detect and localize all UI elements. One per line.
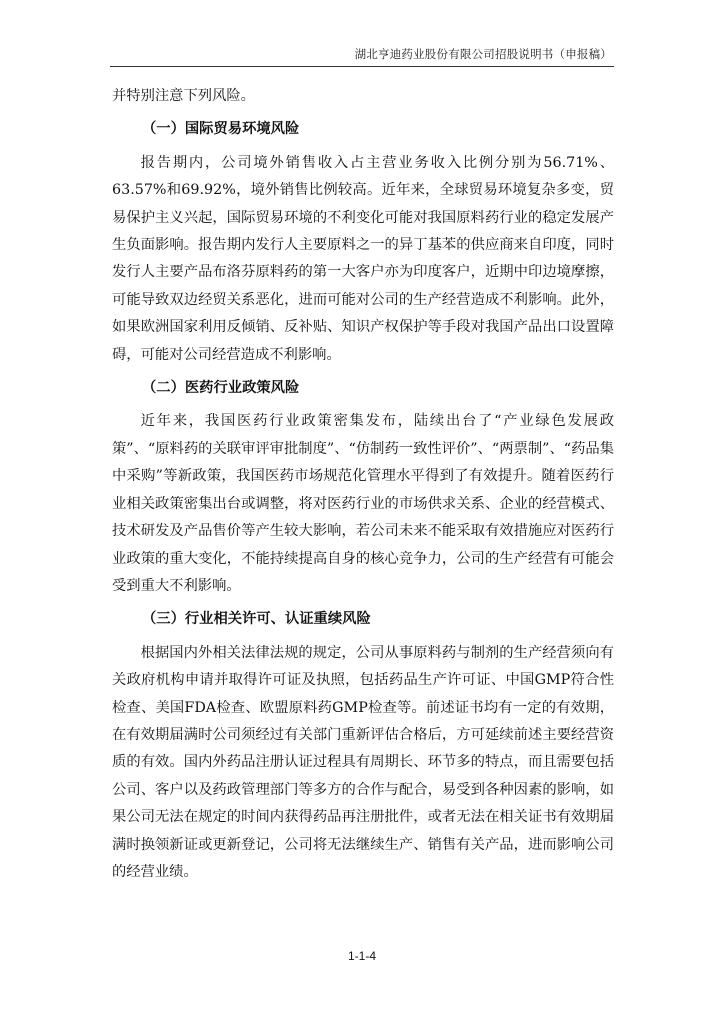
section-paragraph-trade-risk: 报告期内，公司境外销售收入占主营业务收入比例分别为56.71%、63.57%和69.92%，境外销售比例较高。近年来，全球贸易环境复杂多变，贸易保护主义兴起，国际贸易环境的不利变化可能对我国原料药行业的稳定发展产生负面影响。报告期内发行人主要原料之一的异丁基苯的供应商来自印度，同时发行人主要产品布洛芬原料药的第一大客户亦为印度客户，近期中印边境摩擦，可能导致双边经贸关系恶化，进而可能对公司的生产经营造成不利影响。此外，如果欧洲国家利用反倾销、反补贴、知识产权保护等手段对我国产品出口设置障碍，可能对公司经营造成不利影响。 (112, 154, 614, 363)
section-paragraph-policy-risk: 近年来，我国医药行业政策密集发布，陆续出台了“产业绿色发展政策”、“原料药的关联审评审批制度”、“仿制药一致性评价”、“两票制”、“药品集中采购”等新政策，我国医药市场规范化管理水平得到了有效提升。随着医药行业相关政策密集出台或调整，将对医药行业的市场供求关系、企业的经营模式、技术研发及产品售价等产生较大影响，若公司未来不能采取有效措施应对医药行业政策的重大变化，不能持续提高自身的核心竞争力，公司的生产经营有可能会受到重大不利影响。 (112, 413, 614, 594)
section-heading-trade-risk: （一）国际贸易环境风险 (142, 121, 300, 138)
section-heading-policy-risk: （二）医药行业政策风险 (142, 380, 300, 397)
header-divider (110, 66, 614, 67)
document-header-title: 湖北亨迪药业股份有限公司招股说明书（申报稿） (354, 47, 612, 61)
document-body (112, 83, 614, 886)
section-paragraph-license-risk: 根据国内外相关法律法规的规定，公司从事原料药与制剂的生产经营须向有关政府机构申请并取得许可证及执照，包括药品生产许可证、中国GMP符合性检查、美国FDA检查、欧盟原料药GMP检查等。前述证书均有一定的有效期，在有效期届满时公司须经过有关部门重新评估合格后，方可延续前述主要经营资质的有效。国内外药品注册认证过程具有周期长、环节多的特点，而且需要包括公司、客户以及药政管理部门等多方的合作与配合，易受到各种因素的影响，如果公司无法在规定的时间内获得药品再注册批件，或者无法在相关证书有效期届满时换领新证或更新登记，公司将无法继续生产、销售有关产品，进而影响公司的经营业绩。 (112, 644, 614, 880)
section-heading-license-risk: （三）行业相关许可、认证重续风险 (142, 611, 371, 628)
page-number: 1-1-4 (347, 949, 376, 963)
intro-paragraph: 并特别注意下列风险。 (112, 88, 255, 104)
